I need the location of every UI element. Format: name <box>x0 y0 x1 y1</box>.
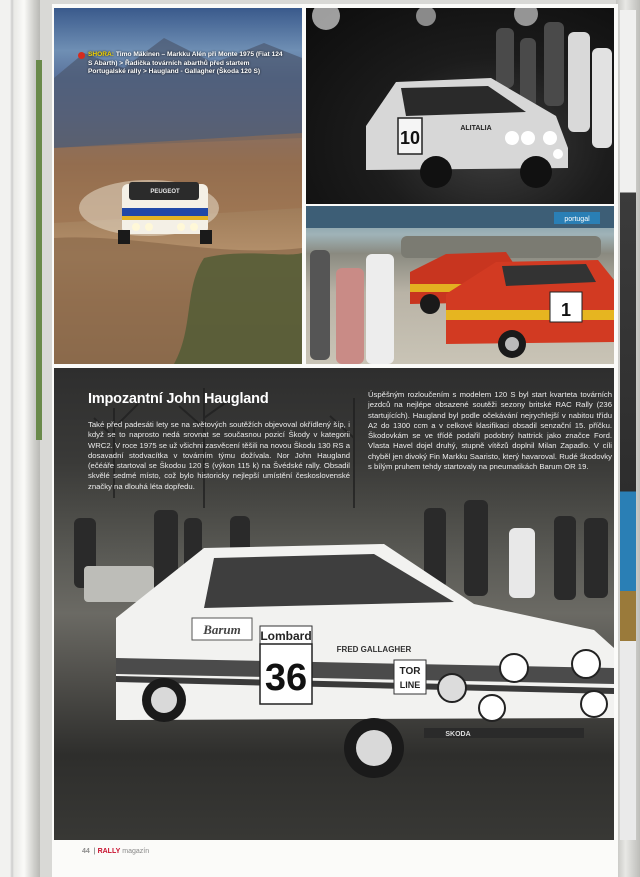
photo-caption <box>88 51 288 77</box>
portugal-car-door-number: 1 <box>560 300 572 320</box>
peugeot-grille-text: PEUGEOT <box>150 189 180 195</box>
night-car-door-number: 10 <box>399 128 421 148</box>
portugal-banner-text: portugal <box>564 216 590 223</box>
caption-lead: SHORA: <box>88 51 115 58</box>
spine-green-strip <box>36 60 42 440</box>
article-title: Impozantní John Haugland <box>88 391 269 407</box>
skoda-sponsor-tor: TOR <box>399 666 421 677</box>
night-start-scene <box>306 8 614 204</box>
article-right-column: Úspěšným rozloučením s modelem 120 S byl start kvarteta továrních jezdců na nejlépe obsazené soutěži sezony britské RAC Rally (236 startujících). Haugland byl podle očekávání nejrychlejší v nabitou třídu A2 do 1300 ccm a v celkové klasifikaci obsadil senzační 15. příčku. Škodovkám se ve třídě podařil podobný hattrick jako značce Ford. Vlasta Havel dojel druhý, stupně vítězů doplnil Milan Zapadlo. V cíli chyběl jen divoký Fin Markku Saaristo, který havaroval. Rudé škodovky s bílým pruhem tehdy startovaly na pneumatikách Barum OR 19. <box>368 390 612 472</box>
article-left-column: Také před padesáti lety se na světových soutěžích objevoval okřídlený šíp, i když se to naprosto nedá srovnat se současnou pozicí Škody v kategorii WRC2. V roce 1975 se už všichni zasvěcení těšili na novou Škodu 130 RS a dosavadní stodvacítka v továrním týmu dožívala. Nor John Haugland (ečéáře startoval se Škodou 120 S (výkon 115 k) na Švédské rally. Obsadil skvělé sedmé místo, což bylo historicky nejlepší umístění československé značky na dlouhá léta dopředu. <box>88 420 350 491</box>
night-car-bonnet-text: ALITALIA <box>460 125 492 132</box>
page-footer <box>82 848 149 855</box>
footer-divider: | <box>93 848 98 855</box>
caption-bullet-icon <box>78 52 85 59</box>
fiat-abarth-night <box>366 78 568 188</box>
skoda-120s-car <box>116 544 614 778</box>
caption-text: Timo Mäkinen – Markku Alén při Monte 1975 (Fiat 124 S Abarth) > Řadička továrních abarthů před startem Portugalské rally > Haugland - Gallagher (Škoda 120 S) <box>88 51 283 76</box>
skoda-sponsor-line: LINE <box>399 680 421 690</box>
skoda-door-number: 36 <box>264 657 308 699</box>
page-number: 44 <box>82 848 90 855</box>
skoda-sponsor-gallagher: FRED GALLAGHER <box>336 645 412 654</box>
skoda-sponsor-lombard: Lombard <box>260 629 312 643</box>
book-spine <box>0 0 40 877</box>
skoda-bumper-text: SKODA <box>445 731 471 738</box>
photo-night-start <box>306 8 614 204</box>
magazine-brand: RALLY <box>97 848 121 855</box>
photo-portugal-lineup <box>306 206 614 364</box>
next-page-edge <box>620 10 636 840</box>
magazine-brand-sub: magazín <box>122 848 150 855</box>
skoda-sponsor-barum: Barum <box>203 622 241 637</box>
portugal-lineup-scene <box>306 206 614 364</box>
